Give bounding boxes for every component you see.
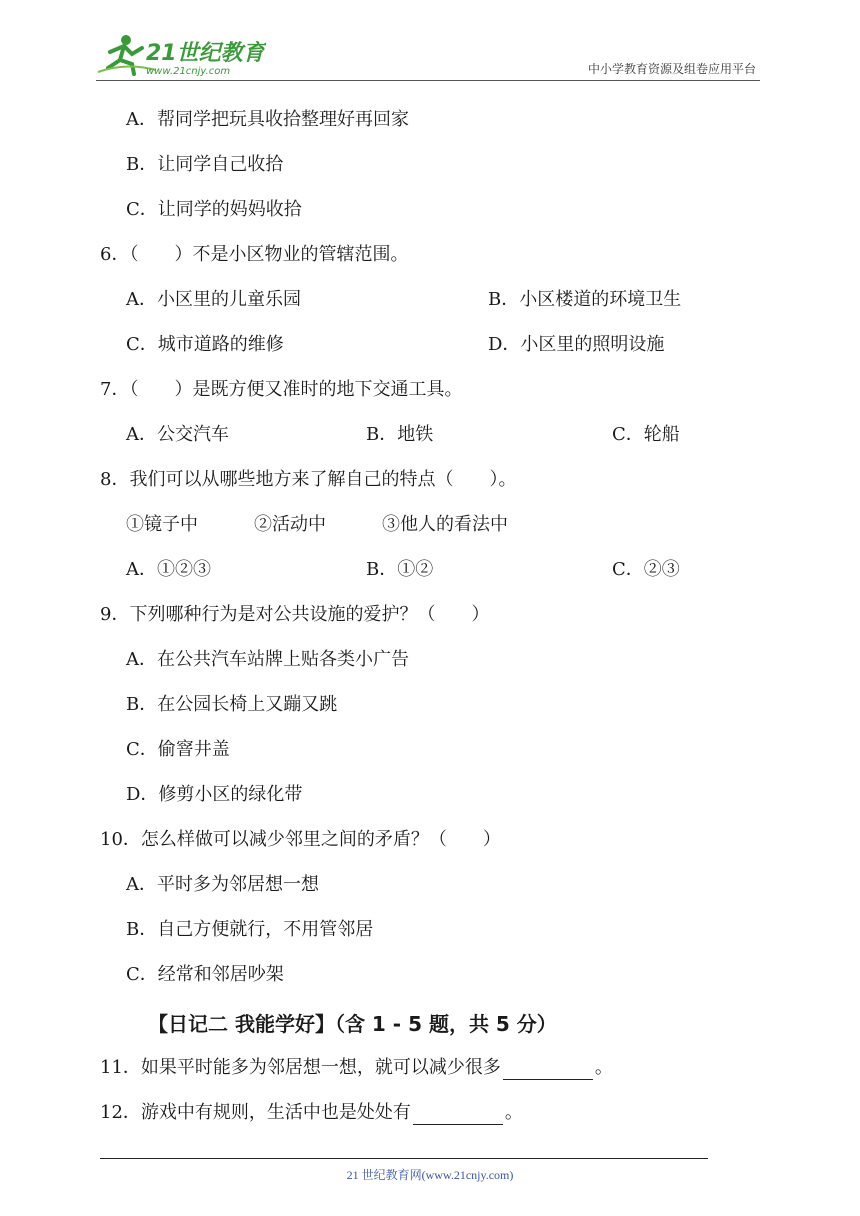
q12-text: 12．游戏中有规则，生活中也是处处有 (100, 1102, 411, 1123)
q6-stem: 6．（ ）不是小区物业的管辖范围。 (100, 244, 409, 265)
footer-text: 21 世纪教育网(www.21cnjy.com) (346, 1168, 514, 1182)
q6-option-d: D．小区里的照明设施 (488, 334, 665, 355)
q8-option-c: C．②③ (612, 559, 680, 580)
q6-option-b: B．小区楼道的环境卫生 (488, 289, 682, 310)
q7-option-a: A．公交汽车 (126, 424, 229, 445)
q10-option-c: C．经常和邻居吵架 (126, 964, 284, 985)
q5-option-c: C．让同学的妈妈收拾 (126, 199, 302, 220)
q9-option-b: B．在公园长椅上又蹦又跳 (126, 694, 338, 715)
q10-option-b: B．自己方便就行，不用管邻居 (126, 919, 374, 940)
q8-option-b: B．①② (366, 559, 434, 580)
q7-option-b: B．地铁 (366, 424, 434, 445)
logo (96, 32, 266, 78)
q9-option-a: A．在公共汽车站牌上贴各类小广告 (126, 649, 409, 670)
logo-sub-text: www.21cnjy.com (146, 66, 231, 77)
q11-blank (503, 1061, 593, 1080)
q12-blank (413, 1106, 503, 1125)
q8-item-2: ②活动中 (254, 514, 326, 535)
q9-option-c: C．偷窨井盖 (126, 739, 230, 760)
q6-option-c: C．城市道路的维修 (126, 334, 284, 355)
q7-option-c: C．轮船 (612, 424, 680, 445)
q11-text: 11．如果平时能多为邻居想一想，就可以减少很多 (100, 1057, 501, 1078)
q12-end: 。 (504, 1102, 523, 1123)
q10-option-a: A．平时多为邻居想一想 (126, 874, 319, 895)
header-divider (96, 80, 760, 81)
footer-divider (100, 1158, 708, 1159)
q8-item-1: ①镜子中 (126, 514, 198, 535)
q12-line (100, 1101, 523, 1125)
q7-stem: 7．（ ）是既方便又准时的地下交通工具。 (100, 379, 463, 400)
q9-stem: 9．下列哪种行为是对公共设施的爱护？（ ） (100, 604, 490, 625)
header-platform-text: 中小学教育资源及组卷应用平台 (587, 62, 756, 76)
section-heading: 【日记二 我能学好】（含 1 - 5 题，共 5 分） (148, 1012, 557, 1036)
logo-main-text: 21世纪教育 (146, 41, 265, 66)
q5-option-b: B．让同学自己收拾 (126, 154, 284, 175)
q5-option-a: A．帮同学把玩具收拾整理好再回家 (126, 109, 409, 130)
q8-stem: 8．我们可以从哪些地方来了解自己的特点（ ）。 (100, 469, 517, 490)
q9-option-d: D．修剪小区的绿化带 (126, 784, 303, 805)
q6-option-a: A．小区里的儿童乐园 (126, 289, 301, 310)
runner-logo-icon (96, 32, 266, 78)
q10-stem: 10．怎么样做可以减少邻里之间的矛盾？（ ） (100, 829, 501, 850)
q8-item-3: ③他人的看法中 (382, 514, 508, 535)
q8-option-a: A．①②③ (126, 559, 211, 580)
q11-line (100, 1056, 613, 1080)
q11-end: 。 (594, 1057, 613, 1078)
